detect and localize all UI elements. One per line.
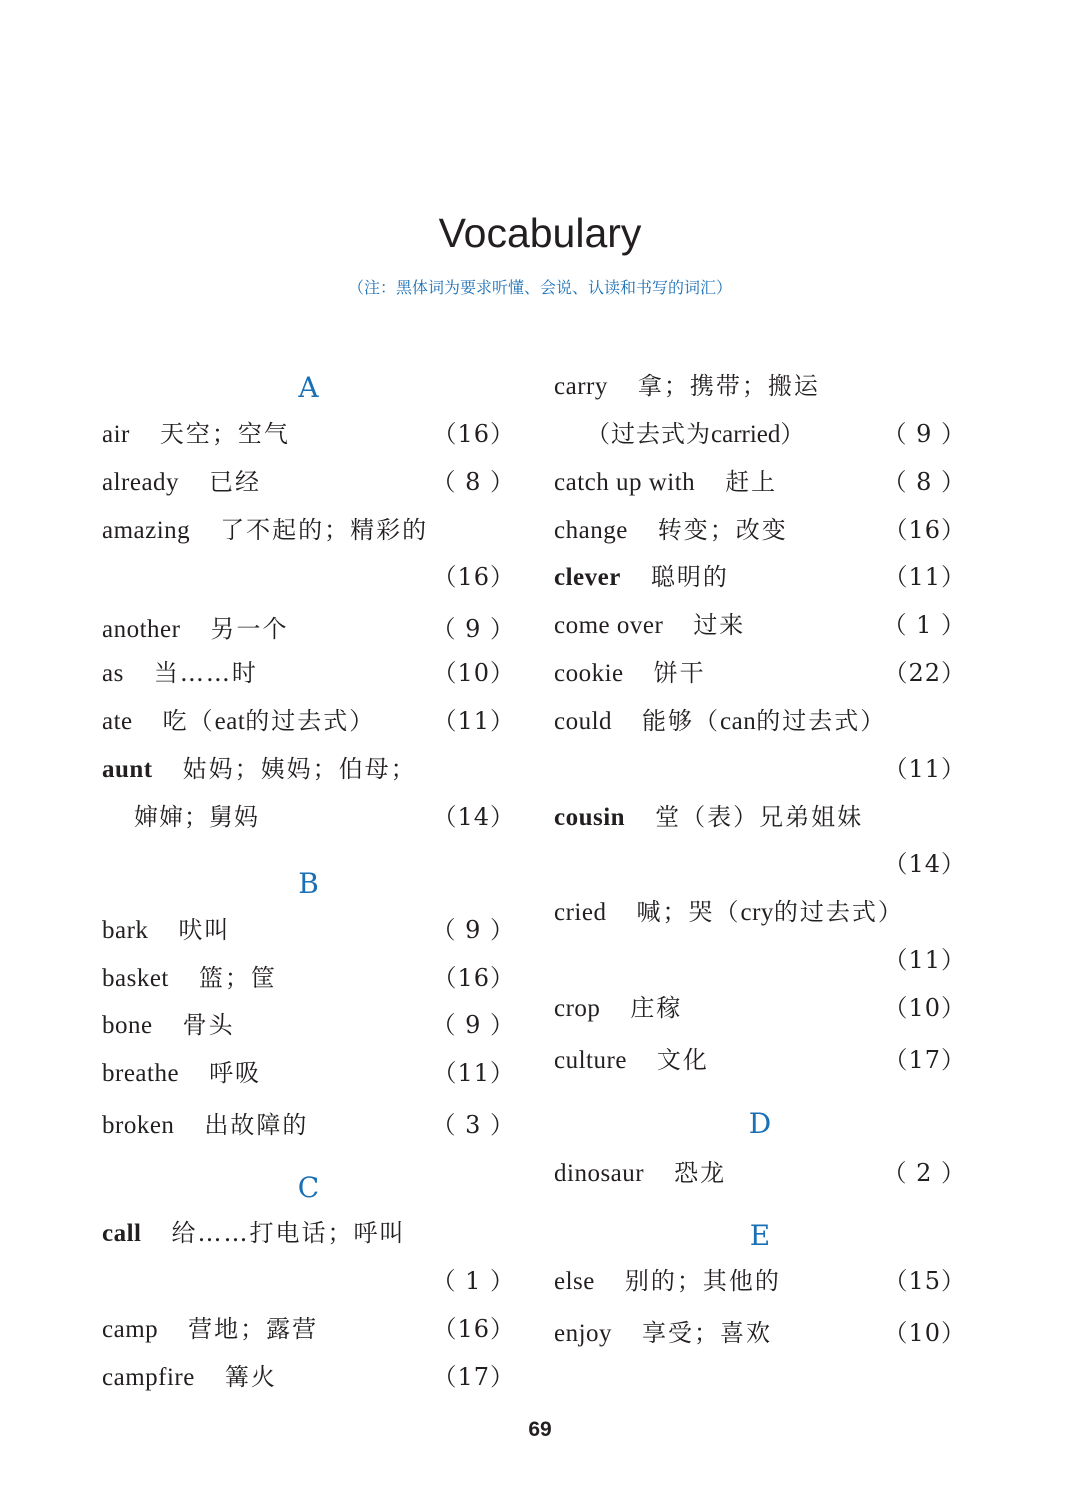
entry-unit: （16）: [432, 964, 515, 992]
entry-unit: （15）: [883, 1267, 966, 1295]
entry-meaning: 过来: [693, 611, 746, 639]
entry-word: cried: [554, 899, 607, 926]
entry-unit: （16）: [883, 516, 966, 544]
entry-basket: [102, 960, 515, 996]
entry-word: crop: [554, 995, 601, 1022]
entry-unit: （11）: [883, 946, 966, 974]
entry-unit: （10）: [883, 994, 966, 1022]
entry-word: broken: [102, 1112, 175, 1139]
entry-meaning: 出故障的: [204, 1111, 309, 1139]
entry-word: enjoy: [554, 1320, 613, 1347]
entry-meaning: 拿；携带；搬运: [637, 372, 820, 400]
entry-meaning: 赶上: [725, 468, 778, 496]
entry-meaning: 吠叫: [178, 916, 231, 944]
entry-meaning: 别的；其他的: [624, 1267, 781, 1295]
entry-meaning: 堂（表）兄弟姐妹: [655, 803, 864, 831]
entry-unit: （ 1 ）: [882, 611, 966, 639]
entry-come-over: [554, 607, 966, 643]
entry-amazing-unit-line: [102, 559, 515, 595]
entry-meaning: 了不起的；精彩的: [220, 516, 429, 544]
entry-word: ate: [102, 708, 133, 735]
entry-unit: （22）: [883, 659, 966, 687]
entry-aunt-cont: [102, 799, 515, 835]
entry-cried: [554, 894, 966, 930]
entry-aunt: [102, 751, 515, 787]
entry-culture: [554, 1042, 966, 1078]
entry-meaning: 给……打电话；呼叫: [171, 1219, 406, 1247]
entry-meaning: 已经: [209, 468, 262, 496]
entry-unit: （14）: [432, 803, 515, 831]
entry-unit: （17）: [432, 1363, 515, 1391]
entry-word: another: [102, 616, 181, 643]
entry-word: else: [554, 1268, 595, 1295]
entry-meaning: 能够（can的过去式）: [642, 707, 887, 735]
entry-unit: （11）: [883, 755, 966, 783]
entry-carry: [554, 368, 966, 404]
entry-meaning: 转变；改变: [657, 516, 788, 544]
entry-call: [102, 1215, 515, 1251]
entry-unit: （16）: [432, 420, 515, 448]
entry-unit: （ 3 ）: [431, 1111, 515, 1139]
entry-word: campfire: [102, 1364, 195, 1391]
entry-call-unit-line: [102, 1263, 515, 1299]
entry-word: as: [102, 660, 124, 687]
entry-another: [102, 611, 515, 647]
entry-meaning: 吃（eat的过去式）: [162, 707, 376, 735]
entry-word: bark: [102, 917, 149, 944]
entry-meaning: 婶婶；舅妈: [134, 803, 259, 831]
entry-bark: [102, 912, 515, 948]
entry-unit: （ 1 ）: [431, 1267, 515, 1295]
page-title: Vocabulary: [438, 210, 642, 256]
entry-word: bone: [102, 1012, 153, 1039]
entry-meaning: 姑妈；姨妈；伯母；: [182, 755, 417, 783]
entry-meaning: 另一个: [210, 615, 289, 643]
entry-word: dinosaur: [554, 1160, 645, 1187]
entry-unit: （ 9 ）: [431, 615, 515, 643]
entry-meaning: 营地；露营: [188, 1315, 319, 1343]
section-letter-c: C: [297, 1171, 320, 1204]
entry-word: air: [102, 421, 130, 448]
entry-cousin: [554, 799, 966, 835]
page-number: 69: [528, 1418, 552, 1441]
entry-unit: （16）: [432, 1315, 515, 1343]
entry-unit: （10）: [432, 659, 515, 687]
entry-word: amazing: [102, 517, 191, 544]
entry-word: could: [554, 708, 613, 735]
entry-unit: （ 8 ）: [882, 468, 966, 496]
entry-enjoy: [554, 1315, 966, 1351]
entry-word: already: [102, 469, 180, 496]
entry-unit: （ 9 ）: [431, 1011, 515, 1039]
entry-meaning: （过去式为carried）: [586, 420, 806, 448]
page-note: （注：黑体词为要求听懂、会说、认读和书写的词汇）: [347, 278, 732, 297]
entry-meaning: 骨头: [182, 1011, 235, 1039]
entry-carry-cont: [554, 416, 966, 452]
entry-could-unit-line: [554, 751, 966, 787]
entry-meaning: 篮；筐: [198, 964, 277, 992]
entry-word: come over: [554, 612, 664, 639]
entry-amazing: [102, 512, 515, 548]
entry-meaning: 文化: [656, 1046, 709, 1074]
entry-unit: （ 2 ）: [882, 1159, 966, 1187]
entry-bone: [102, 1007, 515, 1043]
entry-unit: （ 8 ）: [431, 468, 515, 496]
entry-word: cousin: [554, 804, 626, 831]
entry-as: [102, 655, 515, 691]
entry-meaning: 天空；空气: [159, 420, 290, 448]
entry-word: aunt: [102, 756, 153, 783]
entry-unit: （10）: [883, 1319, 966, 1347]
entry-unit: （14）: [883, 850, 966, 878]
section-letter-e: E: [749, 1219, 771, 1252]
entry-breathe: [102, 1055, 515, 1091]
entry-meaning: 呼吸: [209, 1059, 262, 1087]
section-letter-d: D: [748, 1107, 772, 1140]
entry-meaning: 当……时: [153, 659, 258, 687]
entry-meaning: 享受；喜欢: [642, 1319, 773, 1347]
entry-unit: （17）: [883, 1046, 966, 1074]
entry-already: [102, 464, 515, 500]
entry-meaning: 篝火: [224, 1363, 277, 1391]
entry-unit: （11）: [432, 707, 515, 735]
entry-word: culture: [554, 1047, 627, 1074]
entry-meaning: 恐龙: [674, 1159, 727, 1187]
entry-word: camp: [102, 1316, 159, 1343]
entry-crop: [554, 990, 966, 1026]
entry-word: breathe: [102, 1060, 180, 1087]
entry-cried-unit-line: [554, 942, 966, 978]
entry-word: cookie: [554, 660, 624, 687]
entry-meaning: 庄稼: [630, 994, 683, 1022]
entry-word: catch up with: [554, 469, 696, 496]
entry-camp: [102, 1311, 515, 1347]
entry-cousin-unit-line: [554, 846, 966, 882]
entry-word: change: [554, 517, 628, 544]
entry-else: [554, 1263, 966, 1299]
section-letter-b: B: [298, 867, 319, 900]
entry-catch-up-with: [554, 464, 966, 500]
entry-change: [554, 512, 966, 548]
entry-unit: （ 9 ）: [431, 916, 515, 944]
entry-ate: [102, 703, 515, 739]
entry-could: [554, 703, 966, 739]
entry-cookie: [554, 655, 966, 691]
entry-dinosaur: [554, 1155, 966, 1191]
entry-unit: （11）: [883, 563, 966, 591]
entry-word: carry: [554, 373, 608, 400]
entry-meaning: 喊；哭（cry的过去式）: [636, 898, 904, 926]
entry-unit: （ 9 ）: [882, 420, 966, 448]
entry-word: basket: [102, 965, 169, 992]
entry-air: [102, 416, 515, 452]
section-letter-a: A: [298, 371, 319, 404]
entry-campfire: [102, 1359, 515, 1395]
entry-clever: [554, 559, 966, 595]
entry-broken: [102, 1107, 515, 1143]
entry-word: call: [102, 1220, 142, 1247]
entry-word: clever: [554, 564, 621, 591]
entry-unit: （11）: [432, 1059, 515, 1087]
entry-meaning: 饼干: [653, 659, 706, 687]
entry-meaning: 聪明的: [650, 563, 729, 591]
entry-unit: （16）: [432, 563, 515, 591]
